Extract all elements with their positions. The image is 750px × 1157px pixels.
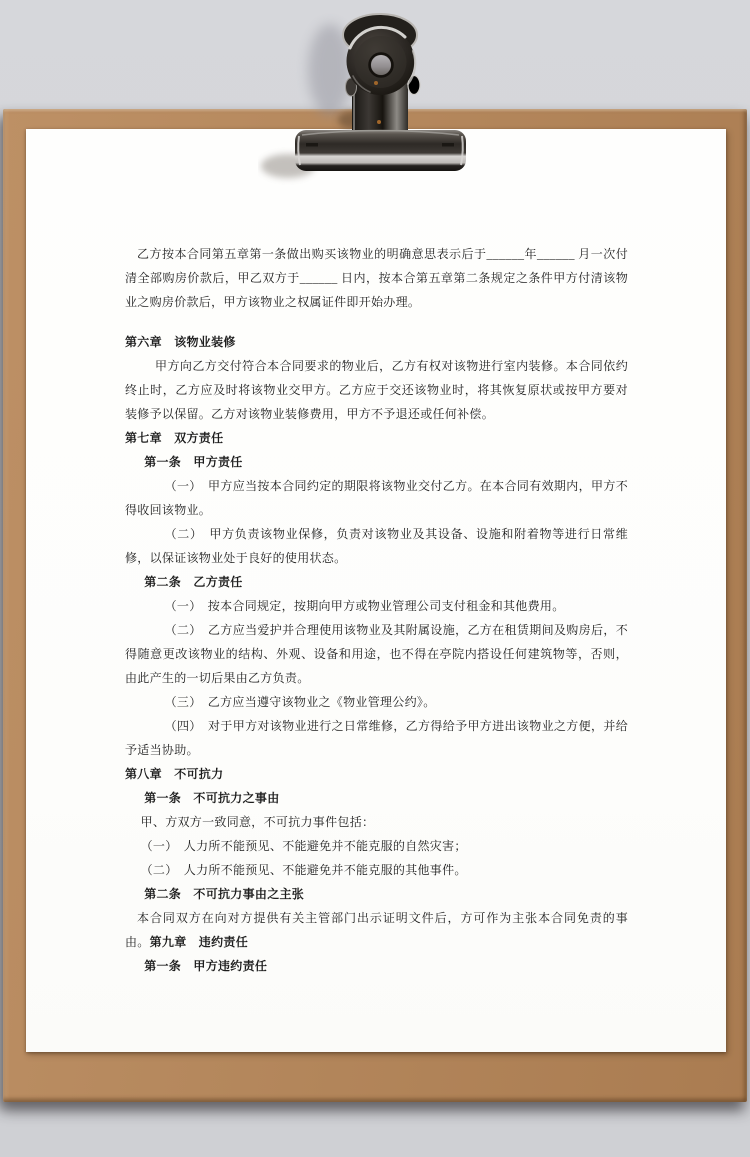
article-heading: 第一条 不可抗力之事由 xyxy=(144,791,280,805)
contract-paragraph xyxy=(125,906,628,954)
article-heading: 第一条 甲方责任 xyxy=(144,455,243,469)
contract-text-block xyxy=(125,242,628,978)
clip-bar xyxy=(295,130,466,171)
contract-paragraph: 乙方按本合同第五章第一条做出购买该物业的明确意思表示后于______年______ 月一次付清全部购房价款后，甲乙双方于______ 日内，按本合第五章第二条规定之条件甲方付清该物业之购房价款后，甲方该物业之权属证件即开始办理。 xyxy=(125,247,628,309)
clause-item: （一） 按本合同规定，按期向甲方或物业管理公司支付租金和其他费用。 xyxy=(164,599,565,613)
paragraph-text: 本合同双方在向对方提供有关主管部门出示证明文件后，方可作为主张本合同免责的事由。 xyxy=(125,911,628,949)
clause-item: （一） 人力所不能预见、不能避免并不能克服的自然灾害； xyxy=(140,839,467,853)
chapter-heading: 第八章 不可抗力 xyxy=(125,767,224,781)
clause-item: （三） 乙方应当遵守该物业之《物业管理公约》。 xyxy=(164,695,436,709)
clip-hole xyxy=(371,55,391,75)
clause-item: 甲、方双方一致同意，不可抗力事件包括： xyxy=(140,815,375,829)
article-heading: 第二条 不可抗力事由之主张 xyxy=(144,887,305,901)
clause-item: （二） 人力所不能预见、不能避免并不能克服的其他事件。 xyxy=(140,863,467,877)
chapter-heading: 第六章 该物业装修 xyxy=(125,335,236,349)
chapter-heading: 第七章 双方责任 xyxy=(125,431,224,445)
clause-item: （二） 甲方负责该物业保修，负责对该物业及其设备、设施和附着物等进行日常维修，以保证该物业处于良好的使用状态。 xyxy=(125,527,628,565)
article-heading: 第一条 甲方违约责任 xyxy=(144,959,268,973)
inline-chapter-heading: 第九章 违约责任 xyxy=(149,935,249,949)
clause-item: （二） 乙方应当爱护并合理使用该物业及其附属设施，乙方在租赁期间及购房后，不得随意更改该物业的结构、外观、设备和用途，也不得在亭院内搭设任何建筑物等，否则，由此产生的一切后果由乙方负责。 xyxy=(125,623,628,685)
article-heading: 第二条 乙方责任 xyxy=(144,575,243,589)
clause-item: （一） 甲方应当按本合同约定的期限将该物业交付乙方。在本合同有效期内，甲方不得收回该物业。 xyxy=(125,479,628,517)
clip-right-tab xyxy=(408,76,420,95)
clause-item: （四） 对于甲方对该物业进行之日常维修，乙方得给予甲方进出该物业之方便，并给予适当协助。 xyxy=(125,719,628,757)
bulldog-clip-icon xyxy=(258,4,502,196)
contract-paragraph: 甲方向乙方交付符合本合同要求的物业后，乙方有权对该物进行室内装修。本合同依约终止时，乙方应及时将该物业交甲方。乙方应于交还该物业时，将其恢复原状或按甲方要对装修予以保留。乙方对该物业装修费用，甲方不予退还或任何补偿。 xyxy=(125,359,628,421)
